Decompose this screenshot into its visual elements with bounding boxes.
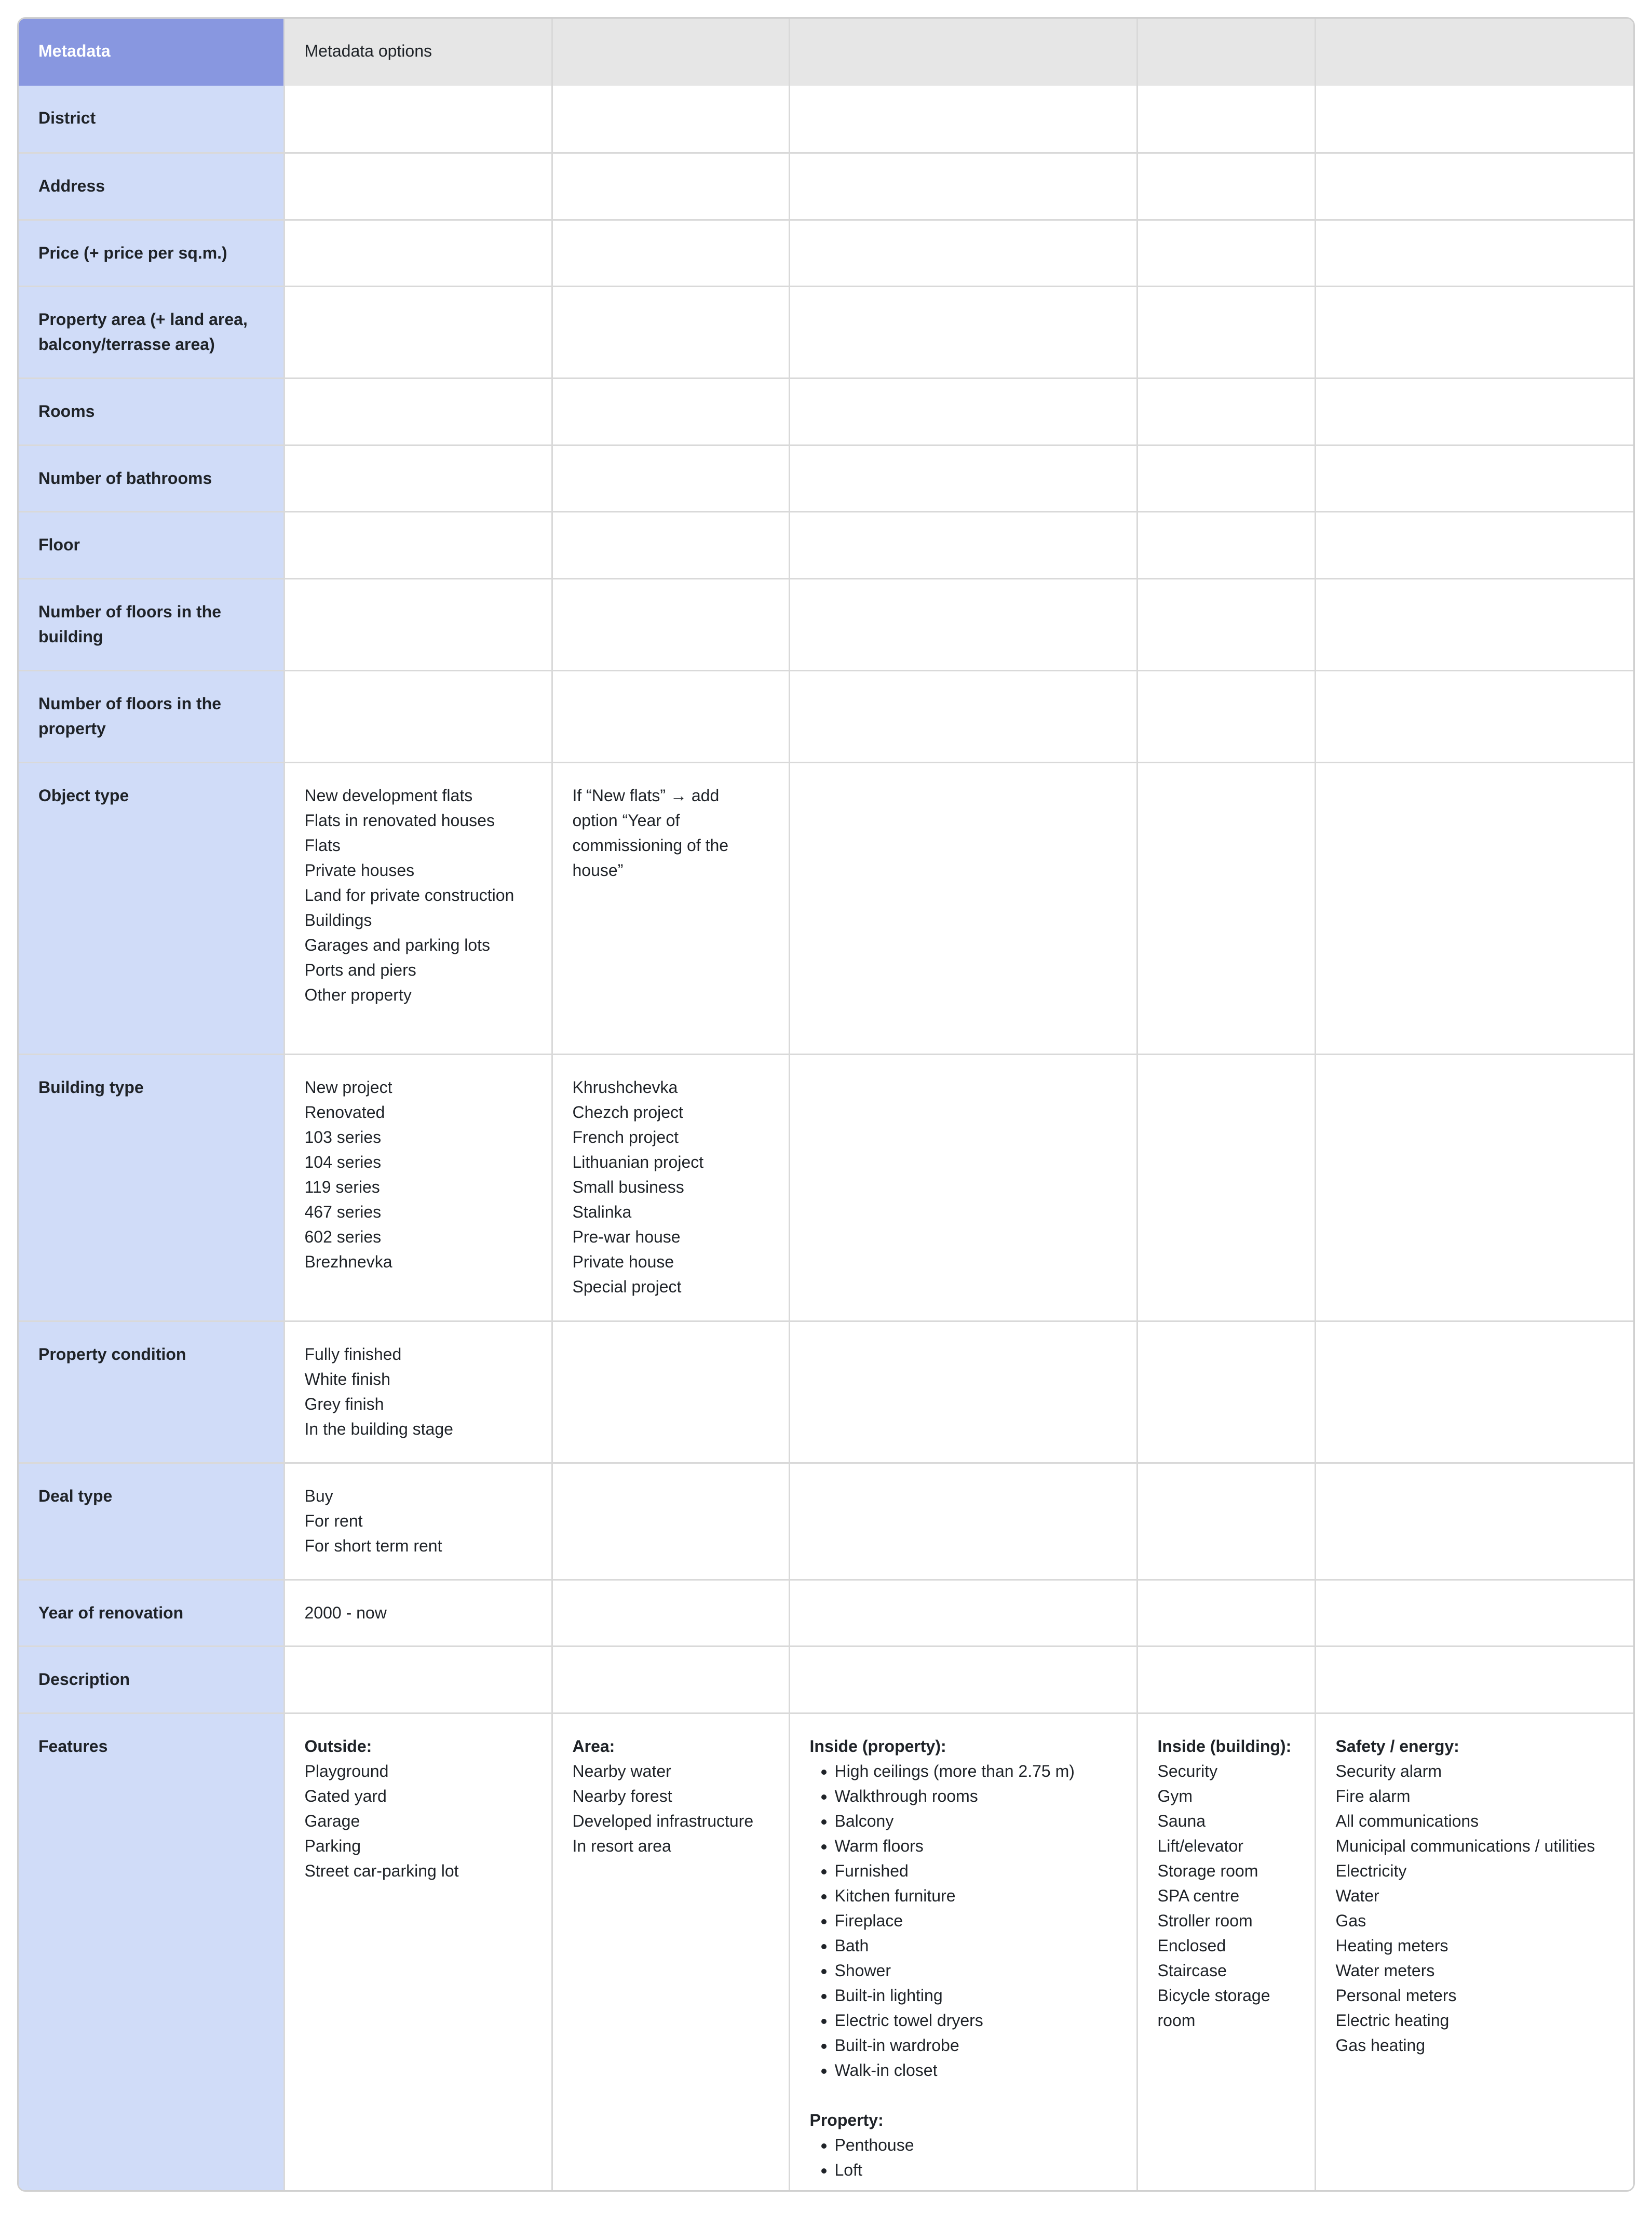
object-type-note: If “New flats” → add option “Year of commissioning of the house” (552, 762, 789, 1054)
list-item: Buy (304, 1486, 333, 1505)
list-item: Water meters (1335, 1961, 1435, 1980)
empty-cell (789, 1054, 1137, 1321)
list-item: New project (304, 1077, 392, 1097)
table-row (19, 445, 1633, 511)
empty-cell (789, 445, 1137, 511)
empty-cell (1137, 578, 1315, 670)
table-row (19, 153, 1633, 220)
group-title: Outside: (304, 1736, 372, 1756)
list-item: • Kitchen furniture (835, 1883, 1117, 1908)
empty-cell (1315, 286, 1633, 378)
table-row (19, 578, 1633, 670)
empty-cell (552, 1580, 789, 1646)
header-empty-cell (1315, 19, 1633, 86)
list-item: Enclosed (1157, 1936, 1226, 1955)
building-type-options-a (284, 1054, 552, 1321)
list-item: Garage (304, 1811, 360, 1830)
list-item: 467 series (304, 1202, 382, 1221)
empty-cell (284, 578, 552, 670)
empty-cell (552, 220, 789, 286)
list-item: Gas (1335, 1911, 1366, 1930)
features-area (552, 1713, 789, 2192)
list-item: Gym (1157, 1786, 1193, 1805)
row-label-year-renovation: Year of renovation (19, 1580, 284, 1646)
features-inside-building (1137, 1713, 1315, 2192)
list-item: • Electric towel dryers (835, 2008, 1117, 2033)
empty-cell (1315, 1646, 1633, 1713)
spacer (810, 2083, 1117, 2108)
empty-cell (789, 578, 1137, 670)
header-empty-cell (1137, 19, 1315, 86)
list-item: Staircase (1157, 1961, 1227, 1980)
list-item: • Shower (835, 1958, 1117, 1983)
features-safety-energy (1315, 1713, 1633, 2192)
header-empty-cell (552, 19, 789, 86)
header-metadata-options: Metadata options (284, 19, 552, 86)
empty-cell (1137, 1646, 1315, 1713)
empty-cell (552, 670, 789, 762)
list-item: Chezch project (572, 1102, 683, 1122)
list-item: Municipal communications / utilities (1335, 1836, 1595, 1855)
list-item: Bicycle storage room (1157, 1986, 1270, 2030)
empty-cell (284, 670, 552, 762)
year-renovation-value: 2000 - now (284, 1580, 552, 1646)
empty-cell (1137, 670, 1315, 762)
list-item: Gas heating (1335, 2035, 1426, 2055)
row-label-bathrooms: Number of bathrooms (19, 445, 284, 511)
list-item: Lift/elevator (1157, 1836, 1243, 1855)
list-item: Small business (572, 1177, 684, 1196)
empty-cell (789, 286, 1137, 378)
empty-cell (1137, 378, 1315, 445)
list-item: Brezhnevka (304, 1252, 392, 1271)
list-item: • Balcony (835, 1809, 1117, 1833)
empty-cell (1315, 762, 1633, 1054)
empty-cell (1137, 153, 1315, 220)
list-item: Pre-war house (572, 1227, 681, 1246)
empty-cell (789, 670, 1137, 762)
empty-cell (1137, 86, 1315, 153)
list-item: Grey finish (304, 1394, 384, 1413)
list-item: • Penthouse (835, 2133, 1117, 2157)
empty-cell (1137, 286, 1315, 378)
table-row (19, 1463, 1633, 1580)
list-item: 104 series (304, 1152, 382, 1171)
table-row (19, 1580, 1633, 1646)
empty-cell (789, 762, 1137, 1054)
empty-cell (284, 378, 552, 445)
list-item: Nearby forest (572, 1786, 672, 1805)
empty-cell (552, 511, 789, 578)
list-item: For rent (304, 1511, 363, 1530)
empty-cell (1137, 762, 1315, 1054)
list-item: Renovated (304, 1102, 385, 1122)
empty-cell (1137, 1054, 1315, 1321)
table-row (19, 220, 1633, 286)
empty-cell (789, 1321, 1137, 1463)
table-row (19, 511, 1633, 578)
empty-cell (1137, 1463, 1315, 1580)
features-inside-property (789, 1713, 1137, 2192)
header-row (19, 19, 1633, 86)
list-item: Heating meters (1335, 1936, 1448, 1955)
empty-cell (552, 578, 789, 670)
empty-cell (552, 1463, 789, 1580)
list-item: Security (1157, 1761, 1218, 1780)
list-item: Electric heating (1335, 2010, 1450, 2030)
list-item: Playground (304, 1761, 389, 1780)
empty-cell (284, 445, 552, 511)
empty-cell (1315, 86, 1633, 153)
list-item: • Loft (835, 2157, 1117, 2182)
empty-cell (789, 153, 1137, 220)
empty-cell (284, 86, 552, 153)
list-item: 119 series (304, 1177, 380, 1196)
list-item: White finish (304, 1369, 390, 1388)
empty-cell (789, 378, 1137, 445)
bullet-list (810, 1759, 1117, 2083)
empty-cell (789, 220, 1137, 286)
row-label-address: Address (19, 153, 284, 220)
empty-cell (552, 1646, 789, 1713)
row-label-floors-property: Number of floors in the property (19, 670, 284, 762)
list-item: Security alarm (1335, 1761, 1442, 1780)
deal-type-options (284, 1463, 552, 1580)
group-title: Inside (property): (809, 1736, 946, 1756)
list-item: Flats in renovated houses (304, 811, 495, 830)
empty-cell (789, 1580, 1137, 1646)
empty-cell (1315, 670, 1633, 762)
empty-cell (789, 1646, 1137, 1713)
list-item: Developed infrastructure (572, 1811, 754, 1830)
empty-cell (1315, 511, 1633, 578)
empty-cell (1315, 1580, 1633, 1646)
row-label-rooms: Rooms (19, 378, 284, 445)
empty-cell (1137, 220, 1315, 286)
list-item: Land for private construction (304, 885, 514, 905)
empty-cell (1137, 511, 1315, 578)
empty-cell (284, 1646, 552, 1713)
group-title: Area: (572, 1736, 615, 1756)
list-item: Street car-parking lot (304, 1861, 459, 1880)
table-row (19, 286, 1633, 378)
row-label-floor: Floor (19, 511, 284, 578)
row-label-floors-building: Number of floors in the building (19, 578, 284, 670)
empty-cell (1137, 1321, 1315, 1463)
list-item: • Warm floors (835, 1833, 1117, 1858)
list-item: French project (572, 1127, 679, 1146)
metadata-table (19, 19, 1633, 2192)
row-label-deal-type: Deal type (19, 1463, 284, 1580)
list-item: For short term rent (304, 1536, 442, 1555)
list-item: Stroller room (1157, 1911, 1253, 1930)
list-item: In resort area (572, 1836, 671, 1855)
group-title: Safety / energy: (1335, 1736, 1459, 1756)
list-item: Private house (572, 1252, 674, 1271)
empty-cell (552, 378, 789, 445)
list-item: Khrushchevka (572, 1077, 678, 1097)
object-type-options (284, 762, 552, 1054)
list-item: • Built-in wardrobe (835, 2033, 1117, 2058)
list-item: Private houses (304, 860, 415, 880)
row-label-price: Price (+ price per sq.m.) (19, 220, 284, 286)
table-row (19, 1713, 1633, 2192)
row-label-description: Description (19, 1646, 284, 1713)
empty-cell (1315, 578, 1633, 670)
row-label-property-condition: Property condition (19, 1321, 284, 1463)
group-title: Property: (809, 2110, 884, 2129)
list-item: Storage room (1157, 1861, 1258, 1880)
table-row (19, 762, 1633, 1054)
list-item: Lithuanian project (572, 1152, 704, 1171)
building-type-options-b (552, 1054, 789, 1321)
empty-cell (1315, 1321, 1633, 1463)
list-item: In the building stage (304, 1419, 453, 1438)
row-label-building-type: Building type (19, 1054, 284, 1321)
list-item: • Walkthrough rooms (835, 1784, 1117, 1809)
list-item: Fully finished (304, 1344, 402, 1364)
list-item: • Furnished (835, 1858, 1117, 1883)
list-item: 103 series (304, 1127, 382, 1146)
table-row (19, 1646, 1633, 1713)
empty-cell (552, 153, 789, 220)
empty-cell (1315, 445, 1633, 511)
header-metadata: Metadata (19, 19, 284, 86)
empty-cell (1315, 220, 1633, 286)
empty-cell (284, 153, 552, 220)
header-empty-cell (789, 19, 1137, 86)
list-item: • Bath (835, 1933, 1117, 1958)
list-item: Personal meters (1335, 1986, 1457, 2005)
row-label-district: District (19, 86, 284, 153)
empty-cell (1315, 153, 1633, 220)
list-item: Nearby water (572, 1761, 671, 1780)
empty-cell (789, 1463, 1137, 1580)
list-item: Water (1335, 1886, 1379, 1905)
table-row (19, 1054, 1633, 1321)
list-item: All communications (1335, 1811, 1479, 1830)
empty-cell (1137, 1580, 1315, 1646)
empty-cell (284, 286, 552, 378)
empty-cell (552, 86, 789, 153)
empty-cell (552, 1321, 789, 1463)
bullet-list (810, 2133, 1117, 2182)
empty-cell (284, 220, 552, 286)
list-item: • High ceilings (more than 2.75 m) (835, 1759, 1117, 1784)
list-item: Ports and piers (304, 960, 416, 979)
empty-cell (789, 511, 1137, 578)
empty-cell (1315, 1463, 1633, 1580)
empty-cell (1315, 378, 1633, 445)
row-label-features: Features (19, 1713, 284, 2192)
features-outside (284, 1713, 552, 2192)
list-item: Buildings (304, 910, 372, 929)
property-condition-options (284, 1321, 552, 1463)
list-item: Flats (304, 835, 341, 855)
empty-cell (789, 86, 1137, 153)
empty-cell (552, 445, 789, 511)
list-item: New development flats (304, 786, 473, 805)
row-label-property-area: Property area (+ land area, balcony/terrasse area) (19, 286, 284, 378)
list-item: • Built-in lighting (835, 1983, 1117, 2008)
list-item: Parking (304, 1836, 361, 1855)
list-item: Stalinka (572, 1202, 632, 1221)
empty-cell (1315, 1054, 1633, 1321)
metadata-table-container (17, 17, 1635, 2192)
list-item: • Walk-in closet (835, 2058, 1117, 2083)
list-item: SPA centre (1157, 1886, 1240, 1905)
list-item: Garages and parking lots (304, 935, 491, 954)
list-item: 602 series (304, 1227, 382, 1246)
empty-cell (552, 286, 789, 378)
list-item: Sauna (1157, 1811, 1206, 1830)
list-item: Special project (572, 1277, 682, 1296)
row-label-object-type: Object type (19, 762, 284, 1054)
table-row (19, 1321, 1633, 1463)
list-item: Other property (304, 985, 412, 1004)
list-item: • Fireplace (835, 1908, 1117, 1933)
table-row (19, 86, 1633, 153)
list-item: Electricity (1335, 1861, 1407, 1880)
table-row (19, 670, 1633, 762)
list-item: Fire alarm (1335, 1786, 1411, 1805)
empty-cell (1137, 445, 1315, 511)
list-item: Gated yard (304, 1786, 387, 1805)
empty-cell (284, 511, 552, 578)
table-row (19, 378, 1633, 445)
group-title: Inside (building): (1157, 1736, 1292, 1756)
